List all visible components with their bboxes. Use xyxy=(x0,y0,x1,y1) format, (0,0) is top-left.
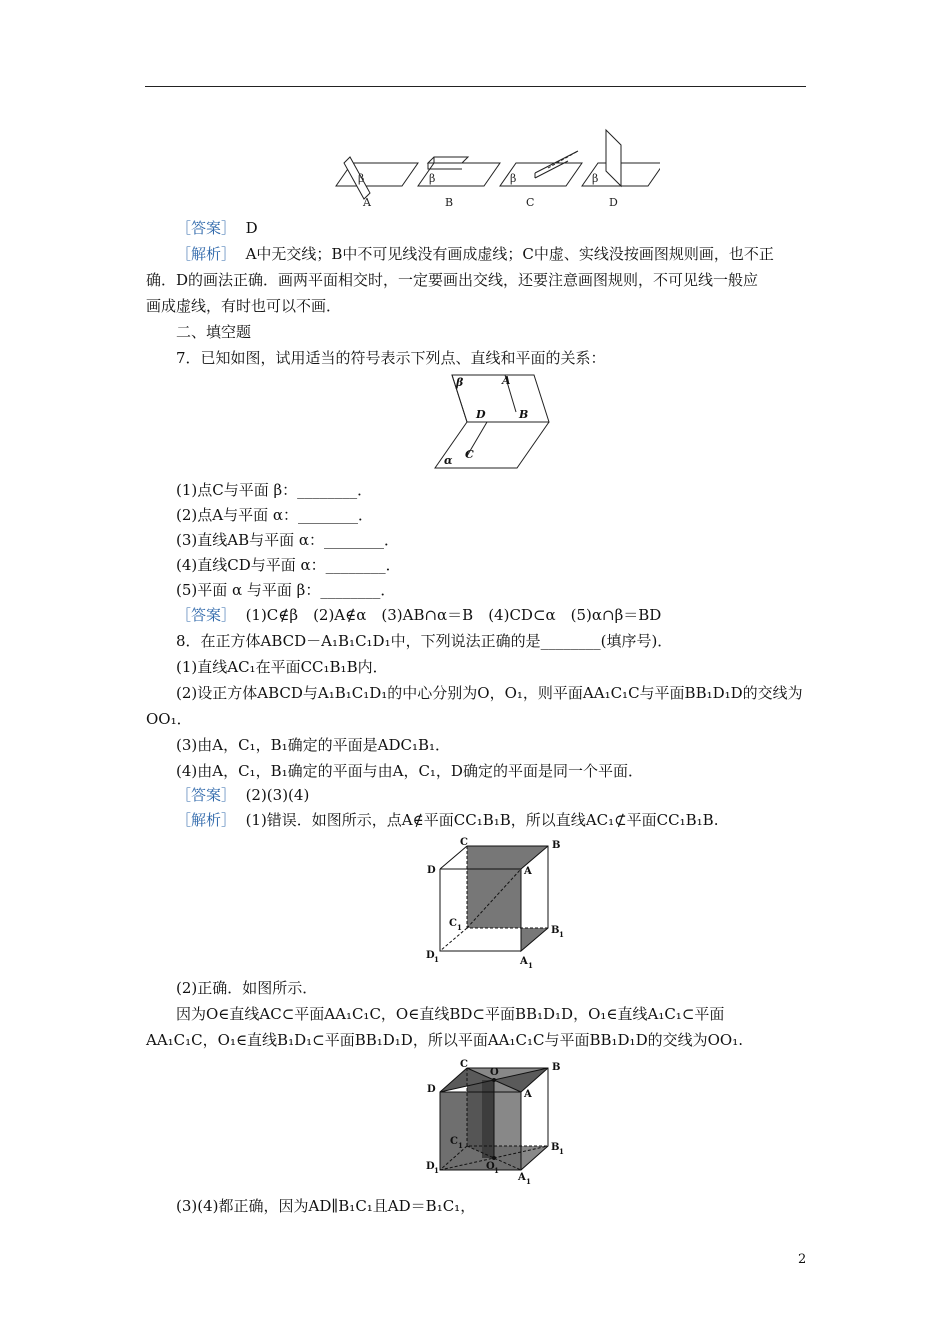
plane-label-a: β xyxy=(358,172,365,185)
cube1-label-d1: D xyxy=(426,950,435,961)
cube2-label-d1: D xyxy=(426,1161,435,1172)
cube2-label-d: D xyxy=(427,1084,436,1095)
cube2-label-b: B xyxy=(552,1062,561,1073)
plane-label-c: β xyxy=(510,172,517,185)
cube1-label-b: B xyxy=(552,840,561,851)
q8-item-4: (4)由A，C₁，B₁确定的平面与由A，C₁，D确定的平面是同一个平面． xyxy=(176,762,643,780)
svg-text:1: 1 xyxy=(457,923,462,932)
plane-intersection-options-figure xyxy=(330,125,660,210)
option-label-c: C xyxy=(526,196,535,209)
q8-analysis-2: (2)正确．如图所示． xyxy=(176,979,318,997)
q6-analysis-line2: 确．D的画法正确．画两平面相交时，一定要画出交线，还要注意画图规则，不可见线一般应 xyxy=(146,271,759,289)
q7-point-b-label: B xyxy=(519,408,529,421)
option-label-b: B xyxy=(445,196,454,209)
q7-item-1: (1)点C与平面 β：________． xyxy=(176,481,373,499)
cube-figure-1 xyxy=(420,834,570,972)
plane-label-b: β xyxy=(429,172,436,185)
cube1-label-b1: B xyxy=(551,925,560,936)
q8-answer: ［答案］ (2)(3)(4) xyxy=(176,786,310,804)
svg-text:1: 1 xyxy=(434,1166,439,1175)
q7-point-c-label: C xyxy=(465,448,474,461)
q8-item-3: (3)由A，C₁，B₁确定的平面是ADC₁B₁． xyxy=(176,736,450,754)
q7-item-5: (5)平面 α 与平面 β：________． xyxy=(176,581,396,599)
cube2-label-a1: A xyxy=(518,1172,526,1183)
option-label-d: D xyxy=(609,196,618,209)
cube-figure-2 xyxy=(420,1056,570,1186)
q7-alpha-label: α xyxy=(444,454,453,467)
q8-item-1: (1)直线AC₁在平面CC₁B₁B内． xyxy=(176,658,388,676)
q7-beta-label: β xyxy=(456,376,464,389)
cube1-label-c1: C xyxy=(449,918,457,929)
cube2-label-c1: C xyxy=(450,1136,458,1147)
svg-text:1: 1 xyxy=(434,955,439,964)
svg-text:1: 1 xyxy=(559,930,564,939)
svg-text:1: 1 xyxy=(559,1147,564,1156)
svg-text:1: 1 xyxy=(526,1177,531,1186)
plane-label-d: β xyxy=(592,172,599,185)
cube2-label-a: A xyxy=(524,1089,532,1100)
cube2-label-b1: B xyxy=(551,1142,560,1153)
q8-analysis-1: ［解析］ (1)错误．如图所示，点A∉平面CC₁B₁B，所以直线AC₁⊄平面CC₁B₁B. xyxy=(176,811,719,829)
cube2-label-o1: O xyxy=(486,1161,495,1172)
q7-point-a-label: A xyxy=(502,374,511,387)
header-rule xyxy=(145,86,806,87)
q7-answer: ［答案］ (1)C∉β (2)A∉α (3)AB∩α＝B (4)CD⊂α (5)α∩β＝BD xyxy=(176,606,662,624)
q6-analysis-line3: 画成虚线，有时也可以不画． xyxy=(146,297,342,315)
q8-item-2-cont: OO₁． xyxy=(146,710,192,728)
svg-text:1: 1 xyxy=(494,1166,499,1175)
cube1-label-d: D xyxy=(427,865,436,876)
q7-stem: 7．已知如图，试用适当的符号表示下列点、直线和平面的关系： xyxy=(176,349,606,367)
q6-answer: ［答案］ D xyxy=(176,219,258,237)
cube1-label-a1: A xyxy=(520,956,528,967)
page-number: 2 xyxy=(798,1252,807,1267)
svg-text:1: 1 xyxy=(458,1141,463,1150)
q6-analysis-line1: ［解析］ A中无交线；B中不可见线没有画成虚线；C中虚、实线没按画图规则画，也不正 xyxy=(176,245,774,263)
cube1-label-a: A xyxy=(524,866,532,877)
q8-analysis-2-line2: AA₁C₁C，O₁∈直线B₁D₁⊂平面BB₁D₁D，所以平面AA₁C₁C与平面BB₁D₁D的交线为OO₁. xyxy=(146,1031,743,1049)
q7-point-d-label: D xyxy=(476,408,486,421)
cube2-label-c: C xyxy=(460,1059,468,1070)
cube1-label-c: C xyxy=(460,837,468,848)
q7-item-2: (2)点A与平面 α：________． xyxy=(176,506,373,524)
svg-text:1: 1 xyxy=(528,961,533,970)
q7-item-4: (4)直线CD与平面 α：________． xyxy=(176,556,401,574)
q8-stem: 8．在正方体ABCD－A₁B₁C₁D₁中，下列说法正确的是________(填序号)． xyxy=(176,632,673,650)
q8-analysis-2-line1: 因为O∈直线AC⊂平面AA₁C₁C，O∈直线BD⊂平面BB₁D₁D，O₁∈直线A₁C₁⊂平面 xyxy=(176,1005,725,1023)
q8-item-2: (2)设正方体ABCD与A₁B₁C₁D₁的中心分别为O，O₁，则平面AA₁C₁C与平面BB₁D₁D的交线为 xyxy=(176,684,803,702)
q7-item-3: (3)直线AB与平面 α：________． xyxy=(176,531,400,549)
q8-analysis-3: (3)(4)都正确，因为AD∥B₁C₁且AD＝B₁C₁， xyxy=(176,1197,476,1215)
q7-two-planes-figure xyxy=(432,372,552,470)
cube2-label-o: O xyxy=(490,1067,499,1078)
option-label-a: A xyxy=(363,196,371,209)
section-title: 二、填空题 xyxy=(176,323,252,341)
